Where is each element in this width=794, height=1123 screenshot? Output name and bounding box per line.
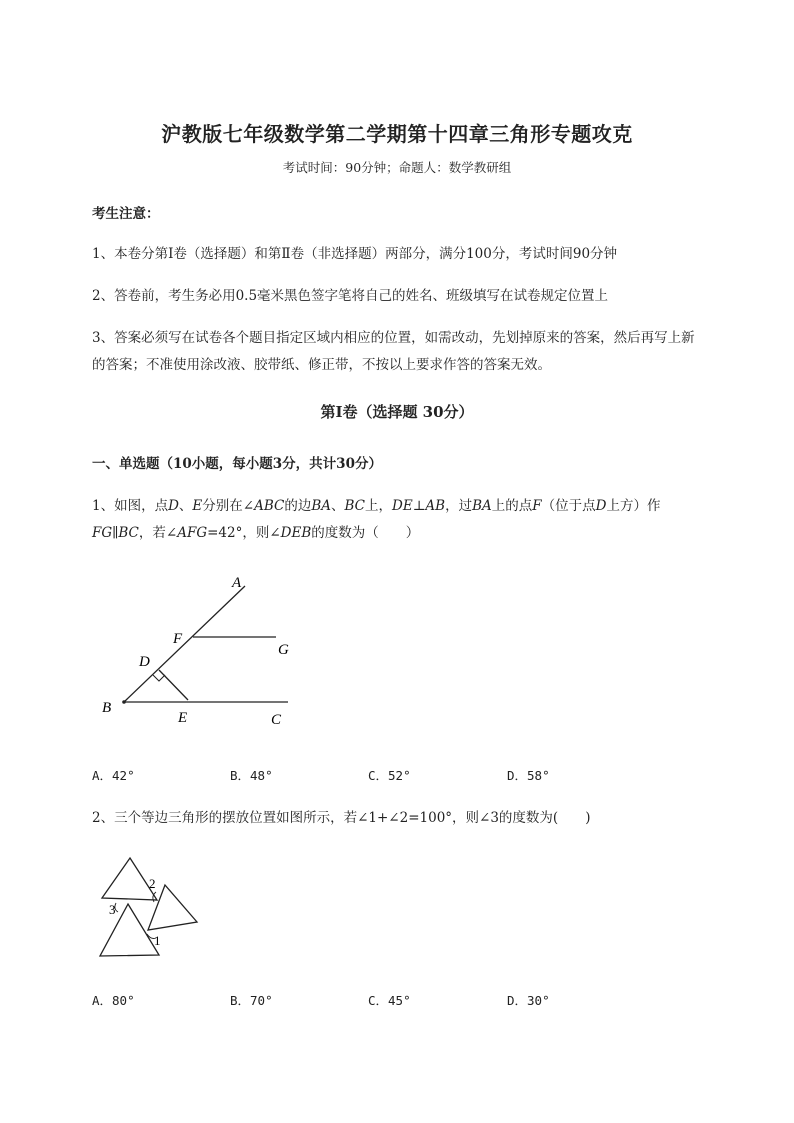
notice-item-3-continued: 的答案；不准使用涂改液、胶带纸、修正带，不按以上要求作答的答案无效。 (92, 357, 551, 373)
part-heading: 一、单选题（10小题，每小题3分，共计30分） (92, 456, 382, 472)
label-g: G (278, 642, 289, 658)
label-a: A (232, 575, 242, 591)
section-title: 第I卷（选择题 30分） (320, 403, 474, 421)
label-angle-3: 3 (109, 902, 116, 917)
q2-option-a[interactable]: A．80° (92, 993, 135, 1008)
q2-option-c[interactable]: C．45° (368, 993, 411, 1008)
page-title: 沪教版七年级数学第二学期第十四章三角形专题攻克 (161, 122, 633, 146)
line-ba (124, 586, 245, 702)
notice-item-3: 3、答案必须写在试卷各个题目指定区域内相应的位置，如需改动，先划掉原来的答案，然后再写上新 (92, 330, 695, 346)
line-de (159, 670, 188, 700)
q2-option-d[interactable]: D．30° (507, 993, 550, 1008)
point-b (122, 700, 126, 704)
label-d: D (139, 654, 150, 670)
notice-item-1: 1、本卷分第I卷（选择题）和第Ⅱ卷（非选择题）两部分，满分100分，考试时间90分钟 (92, 246, 618, 262)
q1-option-b[interactable]: B．48° (230, 768, 273, 783)
notice-item-2: 2、答卷前，考生务必用0.5毫米黑色签字笔将自己的姓名、班级填写在试卷规定位置上 (92, 288, 609, 304)
triangle-right (148, 885, 197, 930)
question-1-text-line2: FG∥BC，若∠AFG=42°，则∠DEB的度数为（ ） (92, 525, 420, 541)
q1-option-a[interactable]: A．42° (92, 768, 135, 783)
q1-option-c[interactable]: C．52° (368, 768, 411, 783)
label-c: C (271, 712, 282, 728)
label-angle-1: 1 (154, 933, 161, 948)
notice-heading: 考生注意： (92, 206, 160, 222)
question-2-figure (92, 848, 207, 963)
right-angle-mark (153, 675, 165, 681)
label-e: E (178, 710, 188, 726)
q1-option-d[interactable]: D．58° (507, 768, 550, 783)
question-1-text-line1: 1、如图，点D、E分别在∠ABC的边BA、BC上，DE⊥AB，过BA上的点F（位于点D上方）作 (92, 498, 661, 514)
q2-option-b[interactable]: B．70° (230, 993, 273, 1008)
label-f: F (173, 631, 183, 647)
label-angle-2: 2 (149, 876, 156, 891)
question-1-figure (90, 568, 310, 738)
question-2-text: 2、三个等边三角形的摆放位置如图所示，若∠1+∠2=100°，则∠3的度数为( ) (92, 810, 591, 826)
label-b: B (102, 700, 112, 716)
exam-info: 考试时间：90分钟；命题人：数学教研组 (282, 160, 512, 175)
